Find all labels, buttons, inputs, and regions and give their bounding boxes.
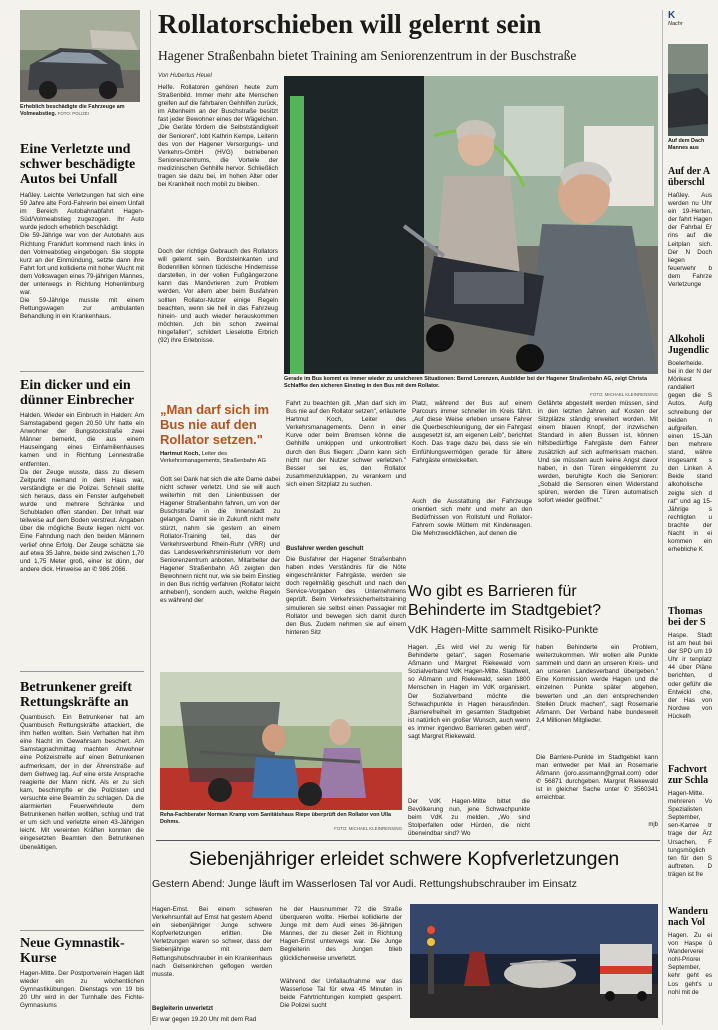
article-body: Hagen-Emst. Bei einem schweren Verkehrsunfall auf Emst hat gestern Abend ein siebenjähriger Junge schwere Kopfverletzungen erlitten. Die Verletzungen waren so schwer, dass der Siebenjährige mit dem Rettungshubschrauber in ein Krankenhaus nach Gelsenkirchen geflogen werden musste. xyxy=(152,906,272,978)
article-body: Fahrt zu beachten gilt. „Man darf sich im Bus nie auf den Rollator setzen", erläuterte Hartmut Koch, Leiter des Verkehrsmanagements. Denn in einer Kurve oder beim Bremsen könne die Gehhilfe umkippen und unkontrolliert durch den Bus fliegen: „Dann kann sich nicht nur der Nutzer schwer verletzen." Besser sei es, den Rollator zusammenzuklappen, zu verankern und sich einen Sitzplatz zu suchen. xyxy=(286,400,406,488)
section-tag: K Nachr xyxy=(668,10,683,27)
article-body: Haßley. Aus werden nu Uhr ein 19-Herten, der fahrt Hagen der Fahrbal Er rins auf die Leitplan sich. Der N Doch liegen feuerwehr b dem Fahrze Verletzunge xyxy=(668,192,712,289)
article-body: Hagen-Mitte. mehreren Vo Spezialisten September, sen-Karree tr trage der Ärz Ursachen, F tungsmöglich ten für den S auftreten. D trägen ist fre xyxy=(668,790,712,878)
author-signature: mjb xyxy=(648,822,658,828)
article-body: Doch der richtige Gebrauch des Rollators will gelernt sein. Bordsteinkanten und Bodenrillen können tückische Hindernisse darstellen, in der vollen Fußgängerzone kann das Manövrieren zum Problem werden. Vor allem aber beim Busfahren sollten Rollator-Nutzer einige Regeln beachten, wenn sie heil in das Fahrzeug hinein- und auch wieder herauskommen möchten. „Ich bin schon zweimal hingefallen", schildert Lieselotte Erbrich (92) ihre Erlebnisse. xyxy=(158,248,278,345)
bus-rollator-photo xyxy=(284,76,658,374)
article-headline: Wo gibt es Barrieren für Behinderte im Stadtgebiet? xyxy=(408,583,602,619)
subhead: Begleiterin unverletzt xyxy=(152,1006,214,1012)
article-body: Boelerheide. bei in der N der Mörikest randaliert gegen die S Autos. Aufg schreibung der beiden n aufgreifen. einen 15-Jäh ben mehrere stand, währe insgesamt s den Linken A Beide stand alkoholische zeigte sich d rat" und ag 15-Jährige s rechtigten u brachte der Nacht in ei kommen ein erhebliche K xyxy=(668,360,712,554)
article-headline: Eine Verletzte und schwer beschädigte Autos bei Unfall xyxy=(20,142,136,187)
main-subheadline: Hagener Straßenbahn bietet Training am Seniorenzentrum in der Buschstraße xyxy=(158,48,577,63)
photo-credit: FOTO: POLIZEI xyxy=(57,110,90,116)
article-headline: Neue Gymnastik-Kurse xyxy=(20,936,125,966)
article-body: he der Hausnummer 72 die Straße überqueren wollte. Hierbei kollidierte der Junge mit dem Audi eines 36-jährigen Mannes, der zu dieser Zeit in Richtung Hagen-Emst unterwegs war. Die Junge Begleiterin des Jungen blieb glücklicherweise unverletzt. xyxy=(280,906,402,962)
article-headline: Ein dicker und ein dünner Einbrecher xyxy=(20,378,135,408)
byline: Von Hubertus Heuel xyxy=(158,73,212,79)
article-headline: Fachvort zur Schla xyxy=(668,764,709,786)
article-body: Der VdK Hagen-Mitte bittet die Bevölkerung nun, jene Schwachpunkte beim VdK zu melden. „Wo sind Stolperfallen oder Hürden, die nicht überwindbar sind? Wo xyxy=(408,798,530,838)
article-body: Haspe. Stadt ist am heut bei der SPD um 19 Uhr ir tenplatz 44 über Pläne berichten, d oder geführ die Entwickl che, der Has von Nordwe von Hückelh xyxy=(668,632,712,720)
main-headline: Rollatorschieben will gelernt sein xyxy=(158,9,542,39)
article-body: Gefährte abgestellt werden müssen, sind in den letzten Jahren auf Kosten der Sitzplätze ständig erweitert worden. Mit einem blauen Knopf, der inzwischen Standard in allen Bussen ist, können hilfsbedürftige Fahrgäste dem Fahrer zusätzlich auf sich aufmerksam machen. Und sie müssten auch keine Angst davor haben, in den Türen eingeklemmt zu werden, beruhigte Koch die Senioren: „Sobald die Sensoren einen Widerstand spüren, werden die Türen automatisch sofort wieder geöffnet." xyxy=(538,400,658,505)
photo-caption: Erheblich beschädigte die Fahrzeuge am Volmeabstieg. xyxy=(20,104,125,117)
article-body: Die Busfahrer der Hagener Straßenbahn haben indes Verständnis für die Nöte eingeschränkter Fahrgäste, werden sie doch regelmäßig geschult und nach den Service-Vorgaben des Unternehmens geprüft. Beim Verkehrssicherheitstraining simulieren sie selbst einen Passagier mit Rollator und bewegen sich damit durch den Bus. Zudem nehmen sie auf einem hinteren Sitz xyxy=(286,556,406,636)
article-headline: Siebenjähriger erleidet schwere Kopfverletzungen xyxy=(188,848,620,870)
subhead: Busfahrer werden geschult xyxy=(286,546,364,552)
article-body: haben Behinderte ein Problem, weiterzukommen. Wir wollen alle Punkte sammeln und dann an unseren Kreis- und an unseren Landesverband übergeben." Eine Kommission werde Hagen und die einzelnen Punkte später abgehen, bewerten und „an den entsprechenden Stellen Druck machen", sagt Rosemarie Aßmann. Der Verband habe bundesweit 2,4 Millionen Mitglieder. xyxy=(536,644,658,724)
rollator-check-photo xyxy=(160,672,402,810)
article-body: Halden. Wieder ein Einbruch in Halden: Am Samstagabend gegen 20.50 Uhr hatte ein Anwohner der Bungstockstraße zwei Männer bemerkt, die aus einem Hauseingang eines Einfamilienhauses kamen und in Richtung Lennestraße entfernten. Da der Zeuge wusste, dass zu diesem Zeitpunkt niemand in dem Haus war, verständigte er die Polizei. Schnell stellte sich heraus, dass ein Fenster aufgehebelt wurde und mehrere Schränke und Schubladen offen standen. Der Inhalt war teilweise auf dem Boden verstreut. Angaben über die mögliche Beute liegen nicht vor. Eine Fahndung nach den beiden Männern verlief ohne Erfolg. Der Zeuge schätzte sie auf etwa 35 Jahre, beide sind zwischen 1,70 und 1,75 Meter groß, einer ist dünn, der andere dick. Hinweise an ✆ 986 2066. xyxy=(20,412,144,573)
photo-caption: Gerade im Bus kommt es immer wieder zu unsicheren Situationen: Bernd Lorenzen, Ausbilder bei der Hagener Straßenbahn AG, zeigt Christa Schlaffke den sicheren Einstieg in den Bus mit dem Rollator. xyxy=(284,376,647,389)
article-subheadline: Gestern Abend: Junge läuft im Wasserlosen Tal vor Audi. Rettungshubschrauber im Einsatz xyxy=(152,878,577,890)
article-subheadline: VdK Hagen-Mitte sammelt Risiko-Punkte xyxy=(408,624,599,636)
article-body: Die Barriere-Punkte im Stadtgebiet kann man entweder per Mail an Rosemarie Aßmann (joro.assmann@gmail.com) oder ✆ 56871 durchgeben. Margret Riekewald ist in gleicher Sache unter ✆ 3560341 erreichbar. xyxy=(536,754,658,802)
car-roof-photo xyxy=(668,44,708,136)
article-body: Gott sei Dank hat sich die alte Dame dabei nicht schwer verletzt. Und sie will auch weiterhin mit den Linienbussen der Hagener Straßenbahn fahren, um von der Buschstraße in die Innenstadt zu gelangen. Damit sie in Zukunft nicht mehr stürzt, nahm sie gestern an einem Rollator-Training teil, das der Verkehrsverbund Rhein-Ruhr (VRR) und das Landesverkehrsministerium vor dem Seniorenzentrum anboten. Mitarbeiter der Hagener Straßenbahn AG zeigten den Bewohnern nicht nur, wie sie beim Einstieg in den Bus richtig verfahren (Rollator leicht anheben!), sondern auch, welche Regeln es während der xyxy=(160,476,280,605)
article-body: Platz, während der Bus auf einem Parcours immer schneller im Kreis fährt. „Auf diese Weise erleben unsere Fahrer die Querbeschleunigung, der ein Fahrgast ausgesetzt ist, am eigenen Leib", berichtet Koch. Das trage dazu bei, dass sie ein Einfühlungsvermögen gerade für ältere Fahrgäste entwickelten. xyxy=(412,400,532,464)
article-headline: Auf der A überschl xyxy=(668,166,710,188)
article-headline: Alkoholi Jugendlic xyxy=(668,334,710,356)
photo-credit: FOTO: MICHAEL KLEINRENSING xyxy=(334,826,402,831)
photo-caption: Reha-Fachberater Norman Kramp vom Sanitätshaus Riepe überprüft den Rollator von Ulla Dohms. xyxy=(160,812,391,825)
article-headline: Betrunkener greift Rettungskräfte an xyxy=(20,680,132,710)
article-headline: Wanderu nach Vol xyxy=(668,906,709,928)
accident-scene-photo xyxy=(410,904,658,1018)
article-headline: Thomas bei der S xyxy=(668,606,706,628)
quote-author: Hartmut Koch, Leiter des Verkehrsmanagements, Straßenbahn AG xyxy=(160,451,267,465)
article-body: Hagen. Zu ei von Haspe ü Wanderverei nohl-Prioreı September, kehr geht es Los geht's u nohl mit de xyxy=(668,932,712,996)
article-body: Haßley. Leichte Verletzungen hat sich eine 59 Jahre alte Ford-Fahrerin bei einem Unfall im Bereich Autobahnabfahrt Hagen-Süd/Volmeabstieg zugezogen. Ihr Auto wurde jedoch erheblich beschädigt. Die 59-Jährige war von der Autobahn aus Richtung Frankfurt kommend nach links in den Volmeabstieg eingebogen. Sie stoppte kurz an der Einmündung, setzte dann ihre Fahrt fort und kollidierte mit hoher Wucht mit dem Volkswagen eines 79-jährigen Mannes, der unterwegs in Richtung Hohenlimburg war. Die 59-Jährige musste mit einem Rettungswagen zur ambulanten Behandlung in ein Krankenhaus. xyxy=(20,192,144,321)
car-crash-photo xyxy=(20,10,140,102)
article-body: Auch die Ausstattung der Fahrzeuge orientiert sich mehr und mehr an den Bedürfnissen von Rollstuhl und Rollator-Fahrern sowie Müttern mit Kinderwagen. Die Mehrzweckflächen, auf denen die xyxy=(412,498,532,538)
article-body: Während der Unfallaufnahme war das Wasserlose Tal für etwa 45 Minuten in beide Fahrtrichtungen komplett gesperrt. Die Polizei sucht xyxy=(280,978,402,1010)
article-body: Er war gegen 19.20 Uhr mit dem Rad xyxy=(152,1016,257,1023)
article-body: Helfe. Rollatoren gehören heute zum Straßenbild. Immer mehr alte Menschen greifen auf die fahrbaren Gehhilfen zurück, im Altenheim an der Buschstraße besitzt fast jeder Bewohner eines der Wägelchen. „Die Geräte fördern die Selbstständigkeit der Senioren", lobt Kathrin Kempe, Leiterin des von der Hagener Versorgungs- und Verkehrs-GmbH (HVG) betriebenen Seniorenzentrums, die Vorteile der medizinischen Gehhilfe hervor. Schließlich tragen sie dazu bei, im hohen Alter oder bei Krankheit noch mobil zu bleiben. xyxy=(158,84,278,189)
photo-credit: FOTO: MICHAEL KLEINRENSING xyxy=(590,392,658,397)
pull-quote: „Man darf sich im Bus nie auf den Rollator setzen." xyxy=(160,402,270,447)
article-body: Hagen-Mitte. Der Postportverein Hagen lädt wieder ein zu wöchentlichen Gymnastikübungen. Dienstags von 19 bis 20 Uhr wird in der Turnhalle des Fichte-Gymnasiums xyxy=(20,970,144,1010)
article-body: Hagen. „Es wird viel zu wenig für Behinderte getan", sagen Rosemarie Aßmann und Margret Riekewald vom Sozialverband VdK Hagen-Mitte. Stadtweit, so Aßmann und Riekewald, seien 1800 Menschen in Hagen im VdK organisiert. Der Sozialverband möchte die Schwachpunkte in Hagen herausfinden. „Barrierefreiheit im gesamten Stadtgebiet ist natürlich ein großer Wunsch, auch wenn es immer irgendwo Barrieren geben wird", sagt Margret Riekewald. xyxy=(408,644,530,741)
article-body: Quambusch. Ein Betrunkener hat am Quambusch Rettungskräfte attackiert, die ihm helfen wollten. Sein Verhalten hat ihm eine Nacht im Gewahrsam beschert. Am Samstagnachmittag machten Anwohner eine Polizeistreife auf einen Betrunkenen aufmerksam, der in der Ährenstraße auf dem Gehweg lag. Auf eine erste Ansprache reagierte der Mann nicht. Als er zu sich kam, beschimpfte er die Polizisten und versuchte eine Beamtin zu schlagen. Da die alarmierten Feuerwehrleute dem Betrunkenen helfen wollten, schlug und trat er um sich und verletzte einen 43-Jährigen leicht. Mit vereinten Kräften konnten die eingesetzten Beamten den Betrunkenen überwältigen. xyxy=(20,714,144,851)
photo-caption: Auf dem Dach Mannes aus xyxy=(668,138,705,151)
